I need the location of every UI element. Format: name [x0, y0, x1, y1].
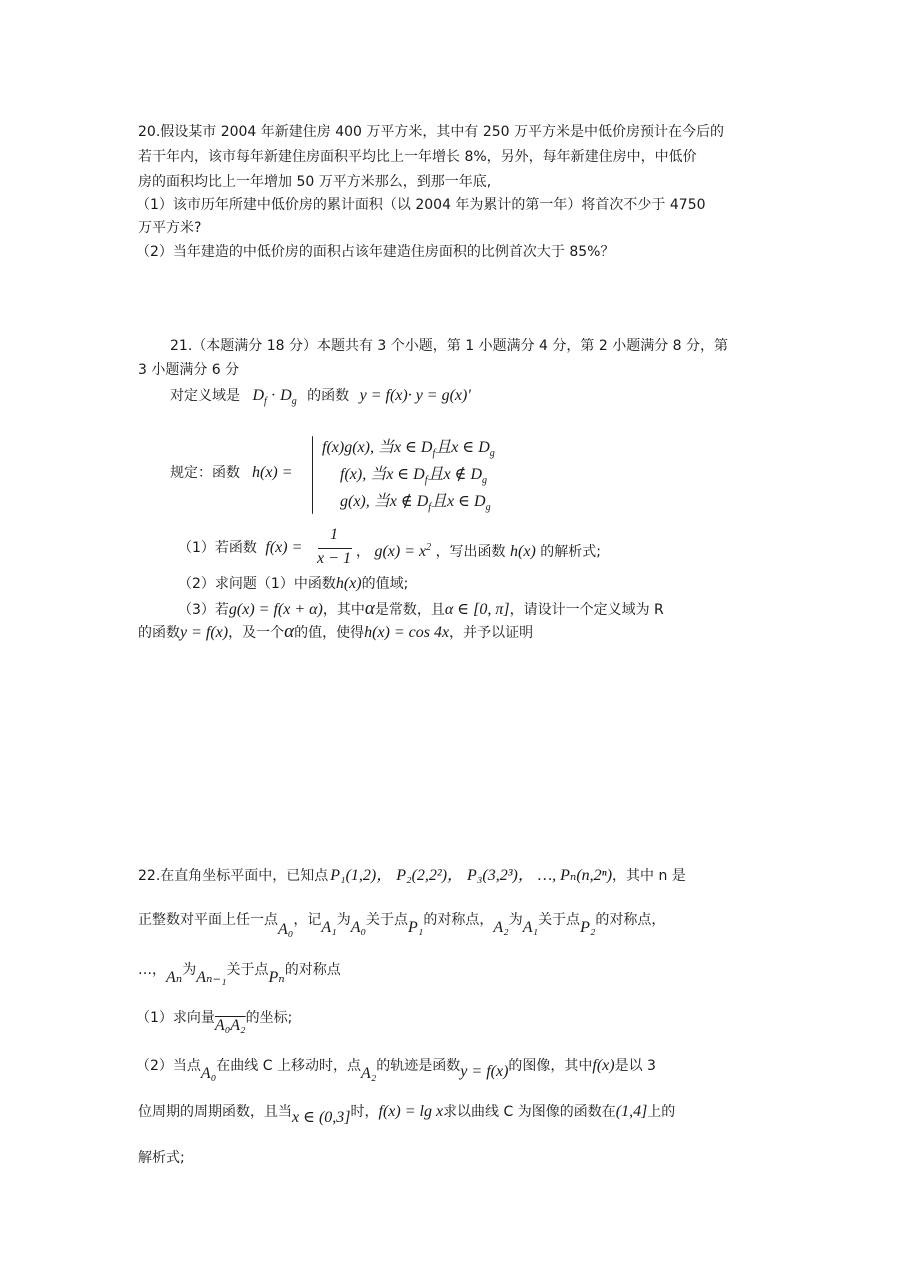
q21-part-3: （3）若g(x) = f(x + α)，其中α是常数，且α ∈ [0, π]，请设计一个定义域为 R: [178, 598, 664, 619]
domain-dg: $D_g$: [280, 387, 297, 407]
q21-part-2: （2）求问题（1）中函数h(x)的值域;: [178, 575, 409, 592]
piecewise-h: h(x) =: [252, 464, 293, 481]
fraction-bar: [318, 548, 352, 549]
q21-definition: 对定义域是 $D_f \cdot D_g$ 的函数 y = f(x)· y = g(x)′: [170, 387, 471, 407]
rule-label: 规定：函数: [170, 465, 240, 481]
fraction-numerator: 1: [330, 526, 338, 543]
piecewise-brace: [312, 436, 313, 514]
q21-heading-cont: 3 小题满分 6 分: [138, 362, 240, 378]
case-1: f(x)g(x), 当x ∈ $D_f$且x ∈ $D_g$: [322, 439, 495, 459]
q22-line-3: …，Aₙ为Aₙ₋₁关于点Pₙ的对称点: [138, 962, 341, 986]
q20-part-2: （2）当年建造的中低价房的面积占该年建造住房面积的比例首次大于 85%？: [136, 244, 615, 260]
q22-part-2: （2）当点A₀在曲线 C 上移动时，点A₂的轨迹是函数y = f(x)的图像，其中f(x)是以 3: [136, 1057, 656, 1082]
vector-a0a2: A₀A₂: [214, 1017, 246, 1034]
q22-line-1: 22.在直角坐标平面中，已知点 P₁(1,2)， P₂(2,2²)， P₃(3,2³)， …, Pₙ(n,2ⁿ)，其中 n 是: [138, 867, 686, 884]
definition-text: 对定义域是: [170, 388, 240, 404]
q20-line-2: 若干年内，该市每年新建住房面积平均比上一年增长 8%，另外，每年新建住房中，中低价: [138, 149, 697, 165]
point-list: P₁(1,2)， P₂(2,2²)， P₃(3,2³)， …, Pₙ(n,2ⁿ): [330, 867, 613, 884]
q20-line-1: 20.假设某市 2004 年新建住房 400 万平方米，其中有 250 万平方米是中低价房预计在今后的: [138, 124, 725, 140]
case-3: g(x), 当x ∉ $D_f$且x ∈ $D_g$: [340, 493, 491, 513]
q20-part-1-cont: 万平方米?: [138, 220, 202, 236]
q22-part-1: （1）求向量A₀A₂的坐标;: [136, 1010, 293, 1034]
q21-part-3-cont: 的函数y = f(x)，及一个α的值，使得h(x) = cos 4x，并予以证明: [138, 621, 534, 642]
q21-part-1-rest: ， $g(x) = x^2$ ，写出函数 h(x) 的解析式;: [356, 542, 601, 560]
fraction-denominator: x − 1: [317, 550, 351, 567]
q20-part-1: （1）该市历年所建中低价房的累计面积（以 2004 年为累计的第一年）将首次不少于 4750: [136, 197, 706, 213]
q22-line-2: 正整数对平面上任一点A₀，记A₁为A₀关于点P₁的对称点，A₂为A₁关于点P₂的对称点，: [138, 912, 666, 938]
case-2: f(x), 当x ∈ $D_f$且x ∉ $D_g$: [340, 466, 488, 486]
definition-text-2: 的函数: [307, 388, 350, 404]
q20-line-3: 房的面积均比上一年增加 50 万平方米那么，到那一年底,: [138, 174, 492, 190]
q22-part-2-end: 解析式;: [138, 1150, 185, 1166]
q21-heading: 21.（本题满分 18 分）本题共有 3 个小题，第 1 小题满分 4 分，第 2 小题满分 8 分，第: [170, 338, 729, 354]
q21-part-1: （1）若函数 f(x) =: [178, 539, 303, 556]
function-pair: y = f(x)· y = g(x)′: [359, 387, 471, 404]
q22-part-2-cont: 位周期的周期函数，且当x ∈ (0,3]时，f(x) = lg x求以曲线 C 为图像的函数在(1,4]上的: [138, 1103, 676, 1126]
domain-df: $D_f$: [252, 387, 267, 407]
